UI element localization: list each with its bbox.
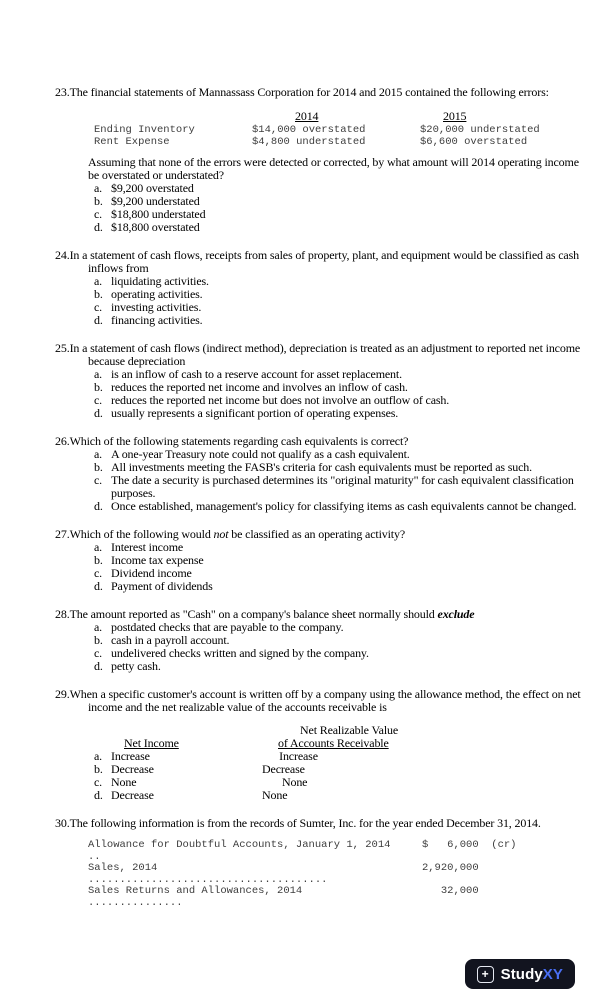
stem-text: In a statement of cash flows, receipts from sales of property, plant, and equipment would be classified as cash inflows from	[69, 248, 579, 275]
stem-text: When a specific customer's account is written off by a company using the allowance method, the effect on net income and the net realizable value of the accounts receivable is	[69, 687, 581, 714]
question-29	[55, 688, 583, 802]
choice-letter: c.	[94, 393, 103, 407]
error-cell: $20,000 understated	[420, 124, 540, 136]
choice-text: petty cash.	[111, 659, 161, 673]
choice-letter: d.	[94, 220, 103, 234]
choice	[94, 580, 583, 593]
stem-text: not	[213, 527, 229, 541]
stem-text: In a statement of cash flows (indirect method), depreciation is treated as an adjustment to reported net income because depreciation	[69, 341, 581, 368]
effect-table	[94, 724, 583, 802]
choice-text: investing activities.	[111, 300, 202, 314]
choice-letter: b.	[94, 553, 103, 567]
choice-text: $9,200 understated	[111, 194, 200, 208]
stem-text: The amount reported as "Cash" on a company's balance sheet normally should	[69, 607, 438, 621]
choice-list	[94, 448, 583, 513]
choice-text: operating activities.	[111, 287, 203, 301]
net-income-value: Increase	[111, 749, 150, 763]
year-column-header: 2014	[295, 109, 319, 123]
ledger-line: Sales Returns and Allowances, 2014 32,000	[88, 885, 479, 897]
choice-text: All investments meeting the FASB's criteria for cash equivalents must be reported as such.	[111, 460, 533, 474]
error-cell: $4,800 understated	[252, 135, 366, 148]
choice-text: postdated checks that are payable to the company.	[111, 620, 344, 634]
net-income-value: None	[111, 775, 137, 789]
choice-letter: b.	[94, 287, 103, 301]
net-realizable-value: None	[262, 775, 308, 789]
choice-text: liquidating activities.	[111, 274, 209, 288]
choice-text: $18,800 understated	[111, 207, 206, 221]
choice-letter: a.	[94, 749, 103, 763]
question-stem	[55, 817, 583, 830]
choice-letter: a.	[94, 274, 103, 288]
question-25	[55, 342, 583, 420]
error-table-row	[94, 125, 583, 137]
choice-letter: a.	[94, 447, 103, 461]
effect-table-row	[94, 763, 583, 776]
question-followup: Assuming that none of the errors were detected or corrected, by what amount will 2014 operating income be overstated or understated?	[88, 155, 579, 182]
net-realizable-value: None	[262, 788, 288, 802]
stem-text: Which of the following would	[69, 527, 214, 541]
net-realizable-value: Increase	[262, 749, 318, 763]
choice-letter: a.	[94, 367, 103, 381]
error-row-label: Ending Inventory	[94, 124, 195, 136]
choice-letter: a.	[94, 540, 103, 554]
year-column-header: 2015	[443, 109, 467, 123]
question-number: 26.	[55, 434, 70, 448]
choice	[94, 221, 583, 234]
ledger-line: ......................................	[88, 873, 328, 886]
brand-xy: XY	[542, 965, 563, 983]
question-stem	[55, 342, 583, 368]
stem-text: be classified as an operating activity?	[228, 527, 406, 541]
choice-text: cash in a payroll account.	[111, 633, 230, 647]
ledger-line: ...............	[88, 896, 183, 909]
question-24	[55, 249, 583, 327]
choice-text: reduces the reported net income but does not involve an outflow of cash.	[111, 393, 450, 407]
effect-table-row	[94, 750, 583, 763]
question-28	[55, 608, 583, 673]
question-stem	[55, 688, 583, 714]
effect-table-row	[94, 776, 583, 789]
choice	[94, 314, 583, 327]
choice-text: Once established, management's policy for classifying items as cash equivalents cannot be changed.	[111, 499, 577, 513]
error-table-corner	[94, 109, 252, 123]
choice-letter: a.	[94, 181, 103, 195]
choice-text: is an inflow of cash to a reserve account for asset replacement.	[111, 367, 402, 381]
choice-text: Dividend income	[111, 566, 192, 580]
question-number: 29.	[55, 687, 70, 701]
stem-text: Which of the following statements regarding cash equivalents is correct?	[69, 434, 409, 448]
effect-table-row	[94, 789, 583, 802]
stem-text: The financial statements of Mannassass Corporation for 2014 and 2015 contained the following errors:	[69, 85, 549, 99]
choice-text: Payment of dividends	[111, 579, 213, 593]
choice-letter: c.	[94, 566, 103, 580]
question-number: 27.	[55, 527, 70, 541]
question-26	[55, 435, 583, 513]
choice-letter: c.	[94, 473, 103, 487]
question-list	[55, 86, 583, 924]
error-table	[94, 109, 583, 148]
choice-letter: b.	[94, 380, 103, 394]
choice-letter: c.	[94, 775, 103, 789]
choice-list	[94, 275, 583, 327]
effect-table-column-headers	[94, 737, 583, 750]
error-cell: $6,600 overstated	[420, 135, 528, 148]
choice-letter: a.	[94, 620, 103, 634]
question-number: 25.	[55, 341, 70, 355]
choice-letter: c.	[94, 300, 103, 314]
choice	[94, 407, 583, 420]
choice-letter: d.	[94, 406, 103, 420]
choice-list	[94, 368, 583, 420]
ledger-lines	[88, 840, 583, 909]
net-income-value: Decrease	[111, 762, 154, 776]
question-number: 30.	[55, 816, 70, 830]
choice-text: Interest income	[111, 540, 184, 554]
choice-text: undelivered checks written and signed by the company.	[111, 646, 369, 660]
net-income-column-header: Net Income	[124, 736, 179, 750]
brand-name	[501, 966, 563, 983]
choice	[94, 500, 583, 513]
choice-list	[94, 182, 583, 234]
question-30	[55, 817, 583, 909]
net-income-value: Decrease	[111, 788, 154, 802]
choice-letter: d.	[94, 788, 103, 802]
stem-text: exclude	[437, 607, 475, 621]
choice-letter: b.	[94, 633, 103, 647]
error-cell: $14,000 overstated	[252, 124, 366, 136]
question-number: 28.	[55, 607, 70, 621]
choice-letter: c.	[94, 646, 103, 660]
stem-text: The following information is from the records of Sumter, Inc. for the year ended December 31, 2014.	[69, 816, 541, 830]
question-27	[55, 528, 583, 593]
error-table-row	[94, 137, 583, 149]
choice	[94, 474, 583, 500]
error-row-label: Rent Expense	[94, 135, 170, 148]
choice-list	[94, 541, 583, 593]
error-table-header-row	[94, 109, 583, 123]
choice	[94, 647, 583, 660]
choice-letter: d.	[94, 499, 103, 513]
question-stem	[55, 86, 583, 99]
choice-text: A one-year Treasury note could not qualify as a cash equivalent.	[111, 447, 410, 461]
question-number: 23.	[55, 85, 70, 99]
choice-letter: d.	[94, 579, 103, 593]
net-realizable-value: Decrease	[262, 762, 305, 776]
choice	[94, 660, 583, 673]
net-realizable-value-header: Net Realizable Value	[300, 723, 399, 737]
choice-text: reduces the reported net income and involves an inflow of cash.	[111, 380, 408, 394]
accounts-receivable-column-header: of Accounts Receivable	[278, 736, 389, 750]
choice-list	[94, 621, 583, 673]
choice-text: The date a security is purchased determines its "original maturity" for cash equivalent classification purposes.	[111, 473, 574, 500]
ledger-line: Sales, 2014 2,920,000	[88, 862, 479, 874]
choice-text: $18,800 overstated	[111, 220, 200, 234]
choice-text: $9,200 overstated	[111, 181, 194, 195]
choice-text: Income tax expense	[111, 553, 204, 567]
plus-icon: +	[477, 966, 494, 983]
ledger-line: Allowance for Doubtful Accounts, January 1, 2014 $ 6,000 (cr)	[88, 839, 517, 851]
choice-letter: d.	[94, 313, 103, 327]
ledger-line: ..	[88, 850, 101, 863]
choice-letter: b.	[94, 194, 103, 208]
brand-study: Study	[500, 965, 543, 983]
question-stem	[55, 249, 583, 275]
choice-letter: d.	[94, 659, 103, 673]
question-23	[55, 86, 583, 234]
choice-letter: b.	[94, 762, 103, 776]
choice-text: financing activities.	[111, 313, 203, 327]
question-number: 24.	[55, 248, 70, 262]
studyxy-logo	[465, 959, 575, 989]
choice-text: usually represents a significant portion of operating expenses.	[111, 406, 399, 420]
choice-letter: c.	[94, 207, 103, 221]
choice-letter: b.	[94, 460, 103, 474]
